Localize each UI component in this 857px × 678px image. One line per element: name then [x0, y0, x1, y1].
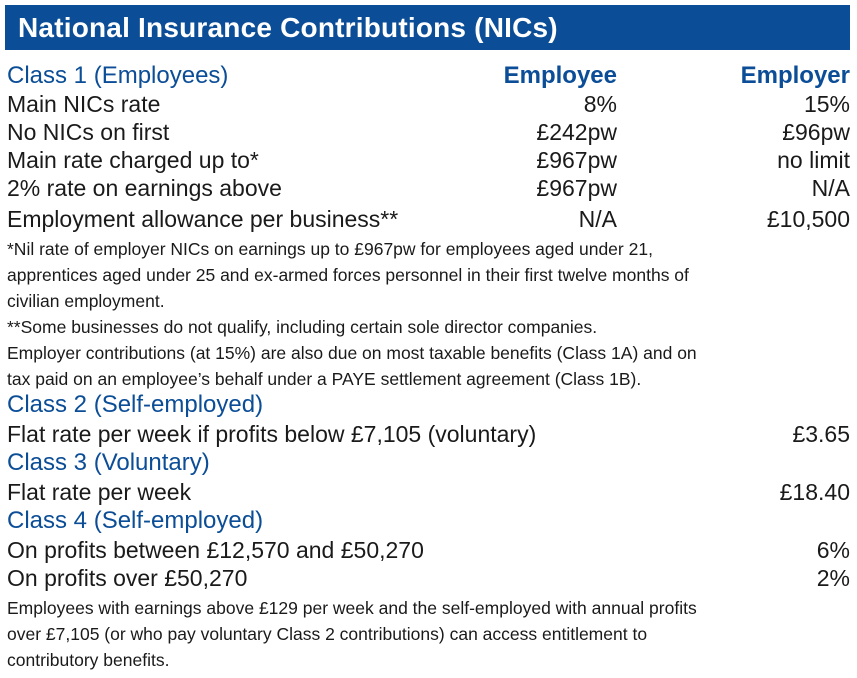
row-label: On profits over £50,270: [7, 565, 248, 591]
row-label: Flat rate per week: [7, 479, 192, 505]
class1-row: [7, 174, 850, 202]
closing-note-line: contributory benefits.: [7, 650, 170, 670]
employee-value: £242pw: [536, 119, 617, 145]
page-title: National Insurance Contributions (NICs): [5, 5, 850, 50]
row-label: Main rate charged up to*: [7, 147, 259, 173]
class3-row: [7, 478, 850, 506]
row-value: £3.65: [792, 421, 850, 447]
class1-row: [7, 146, 850, 174]
row-label: No NICs on first: [7, 119, 170, 145]
footnote-line: **Some businesses do not qualify, including certain sole director companies.: [7, 317, 598, 337]
row-label: 2% rate on earnings above: [7, 175, 282, 201]
row-label: On profits between £12,570 and £50,270: [7, 537, 424, 563]
class2-heading: Class 2 (Self-employed): [7, 391, 264, 418]
employee-value: N/A: [578, 206, 617, 232]
row-label: Employment allowance per business**: [7, 206, 399, 232]
row-value: 6%: [816, 537, 850, 563]
row-value: 2%: [816, 565, 850, 591]
class1-heading: Class 1 (Employees): [7, 62, 229, 89]
employer-value: 15%: [803, 91, 850, 117]
employee-value: £967pw: [536, 175, 617, 201]
employer-value: N/A: [811, 175, 850, 201]
footnote-line: Employer contributions (at 15%) are also due on most taxable benefits (Class 1A) and on: [7, 343, 697, 363]
class1-row: [7, 205, 850, 233]
footnote-line: apprentices aged under 25 and ex-armed forces personnel in their first twelve months of: [7, 265, 689, 285]
footnote-line: *Nil rate of employer NICs on earnings up to £967pw for employees aged under 21,: [7, 239, 653, 259]
employer-value: £96pw: [782, 119, 850, 145]
employee-value: 8%: [583, 91, 617, 117]
employee-value: £967pw: [536, 147, 617, 173]
footnote-line: civilian employment.: [7, 291, 165, 311]
row-label: Main NICs rate: [7, 91, 161, 117]
class1-row: [7, 90, 850, 118]
row-value: £18.40: [779, 479, 850, 505]
employee-column-header: Employee: [503, 62, 617, 89]
class4-row: [7, 536, 850, 564]
footnote-line: tax paid on an employee’s behalf under a PAYE settlement agreement (Class 1B).: [7, 369, 642, 389]
class4-row: [7, 564, 850, 592]
employer-value: £10,500: [766, 206, 850, 232]
employer-column-header: Employer: [740, 62, 850, 89]
class4-header-row: [7, 507, 850, 535]
row-label: Flat rate per week if profits below £7,105 (voluntary): [7, 421, 537, 447]
closing-note: [7, 595, 855, 673]
employer-value: no limit: [777, 147, 850, 173]
class1-row: [7, 118, 850, 146]
class3-header-row: [7, 449, 850, 477]
class4-heading: Class 4 (Self-employed): [7, 507, 264, 534]
closing-note-line: Employees with earnings above £129 per week and the self-employed with annual profits: [7, 598, 697, 618]
class2-row: [7, 420, 850, 448]
class1-footnotes: [7, 236, 855, 392]
closing-note-line: over £7,105 (or who pay voluntary Class 2 contributions) can access entitlement to: [7, 624, 648, 644]
class3-heading: Class 3 (Voluntary): [7, 449, 210, 476]
class1-header-row: [7, 62, 850, 90]
class2-header-row: [7, 391, 850, 419]
